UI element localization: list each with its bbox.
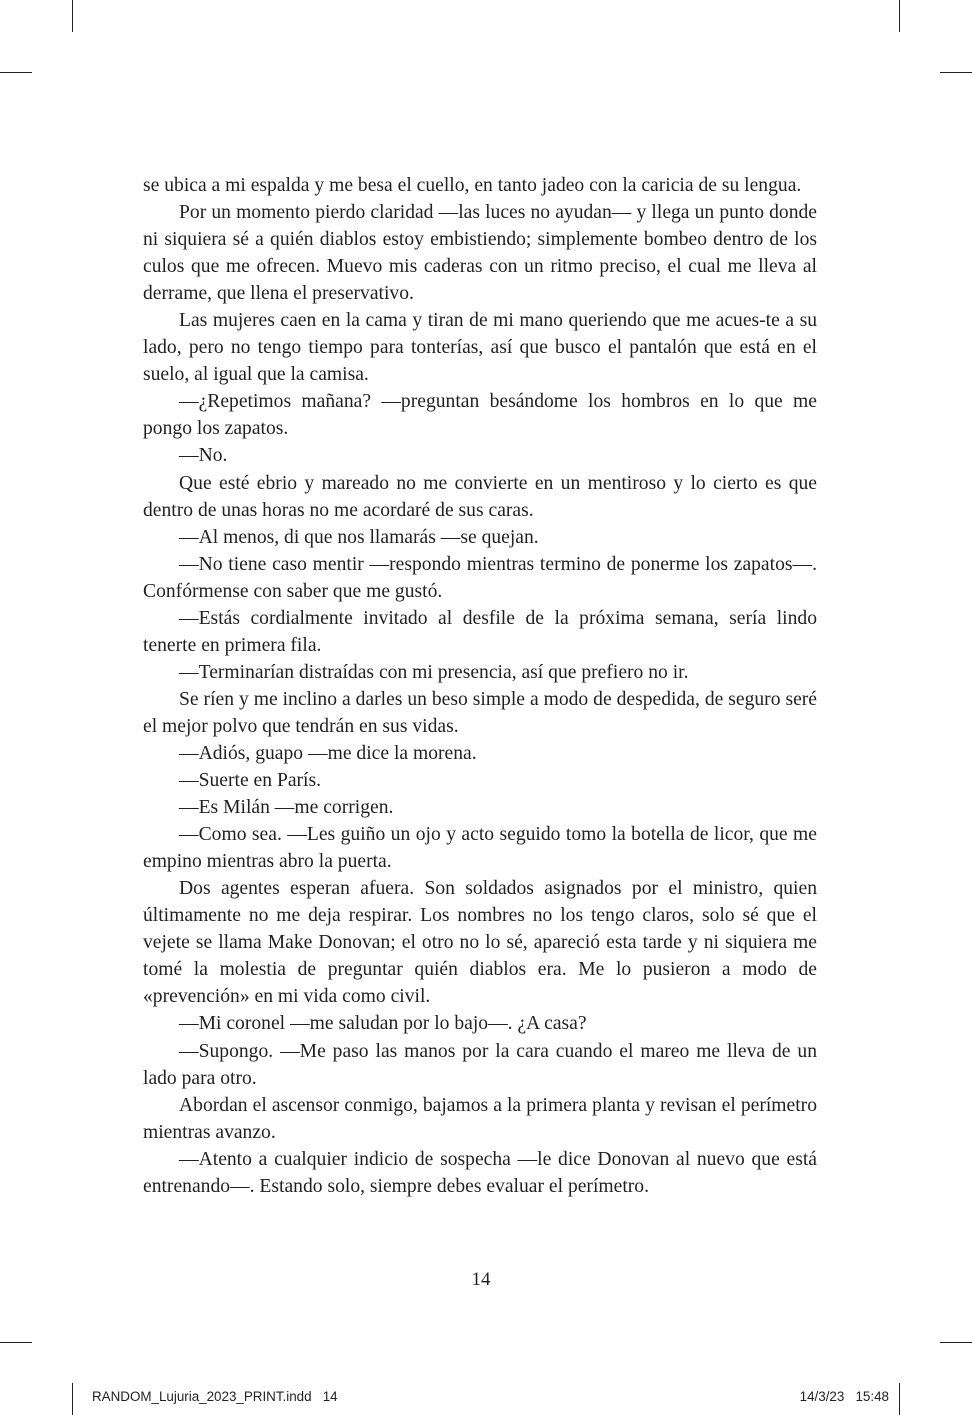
paragraph: Por un momento pierdo claridad —las luces no ayudan— y llega un punto donde ni siquiera sé a quién diablos estoy embistiendo; simplemente bombeo dentro de los culos que me ofrecen. Muevo mis caderas con un ritmo preciso, el cual me lleva al derrame, que llena el preservativo. <box>143 202 817 305</box>
paragraph: —Suerte en París. <box>179 770 322 792</box>
crop-mark-right-top <box>940 72 972 73</box>
paragraph: Las mujeres caen en la cama y tiran de mi mano queriendo que me acues-te a su lado, pero no tengo tiempo para tonterías, así que busco el pantalón que está en el suelo, al igual que la camisa. <box>143 310 817 386</box>
paragraph: —Supongo. —Me paso las manos por la cara cuando el mareo me lleva de un lado para otro. <box>143 1040 817 1089</box>
paragraph: —Adiós, guapo —me dice la morena. <box>179 742 477 764</box>
crop-mark-top-left <box>72 0 73 32</box>
paragraph: Que esté ebrio y mareado no me convierte en un mentiroso y lo cierto es que dentro de unas horas no me acordaré de sus caras. <box>143 472 817 521</box>
paragraph: se ubica a mi espalda y me besa el cuello, en tanto jadeo con la caricia de su lengua. <box>143 175 802 196</box>
paragraph: —Es Milán —me corrigen. <box>179 797 394 819</box>
crop-mark-bottom-left <box>72 1383 73 1415</box>
paragraph: —No. <box>179 445 228 467</box>
paragraph: —¿Repetimos mañana? —preguntan besándome los hombros en lo que me pongo los zapatos. <box>143 391 817 440</box>
crop-mark-left-top <box>0 72 32 73</box>
paragraph: Dos agentes esperan afuera. Son soldados asignados por el ministro, quien últimamente no me deja respirar. Los nombres no los tengo claros, solo sé que el vejete se llama Make Donovan; el otro no lo sé, apareció esta tarde y ni siquiera me tomé la molestia de preguntar quién diablos era. Me lo pusieron a modo de «prevención» en mi vida como civil. <box>143 878 817 1008</box>
crop-mark-left-bottom <box>0 1342 32 1343</box>
crop-mark-bottom-right <box>899 1383 900 1415</box>
paragraph: —Al menos, di que nos llamarás —se quejan. <box>179 526 539 548</box>
slug-filename: RANDOM_Lujuria_2023_PRINT.indd 14 <box>92 1389 338 1404</box>
page-number: 14 <box>471 1269 491 1290</box>
paragraph: —Como sea. —Les guiño un ojo y acto seguido tomo la botella de licor, que me empino mientras abro la puerta. <box>143 824 817 873</box>
paragraph: —Atento a cualquier indicio de sospecha —le dice Donovan al nuevo que está entrenando—. Estando solo, siempre debes evaluar el perímetro. <box>143 1148 817 1197</box>
slug-timestamp: 14/3/23 15:48 <box>799 1389 889 1404</box>
crop-mark-right-bottom <box>940 1342 972 1343</box>
paragraph: Se ríen y me inclino a darles un beso simple a modo de despedida, de seguro seré el mejor polvo que tendrán en sus vidas. <box>143 688 817 737</box>
paragraph: —Mi coronel —me saludan por lo bajo—. ¿A casa? <box>179 1013 587 1035</box>
paragraph: —Terminarían distraídas con mi presencia, así que prefiero no ir. <box>179 661 689 683</box>
paragraph: Abordan el ascensor conmigo, bajamos a la primera planta y revisan el perímetro mientras avanzo. <box>143 1094 817 1143</box>
paragraph: —No tiene caso mentir —respondo mientras termino de ponerme los zapatos—. Confórmense con saber que me gustó. <box>143 553 817 602</box>
crop-mark-top-right <box>899 0 900 32</box>
paragraph: —Estás cordialmente invitado al desfile de la próxima semana, sería lindo tenerte en primera fila. <box>143 607 817 656</box>
page-body-text <box>143 172 817 1200</box>
